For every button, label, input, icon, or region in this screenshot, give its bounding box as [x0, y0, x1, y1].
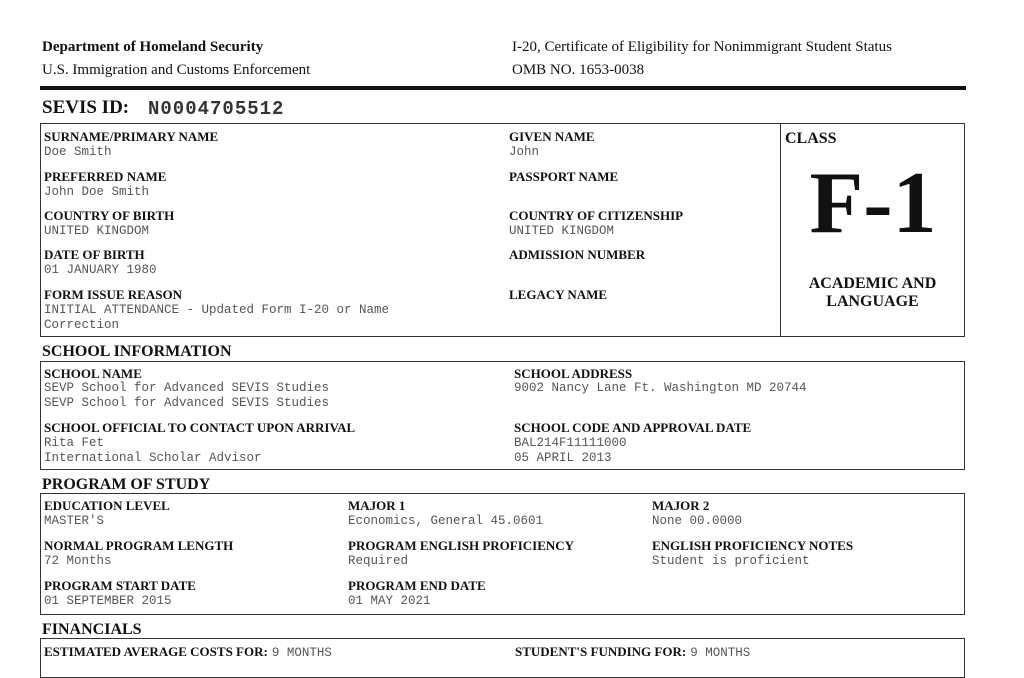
date-of-birth-value: 01 JANUARY 1980	[44, 263, 157, 277]
english-proficiency-label: PROGRAM ENGLISH PROFICIENCY	[348, 538, 575, 553]
program-heading: PROGRAM OF STUDY	[42, 476, 211, 493]
country-of-birth-label: COUNTRY OF BIRTH	[44, 208, 175, 223]
legacy-name-label: LEGACY NAME	[509, 287, 608, 302]
header-rule	[40, 86, 966, 90]
school-approval-date: 05 APRIL 2013	[514, 451, 612, 465]
surname-label: SURNAME/PRIMARY NAME	[44, 129, 219, 144]
form-issue-reason-line2: Correction	[44, 318, 120, 332]
school-code-label: SCHOOL CODE AND APPROVAL DATE	[514, 420, 752, 435]
school-code-value: BAL214F11111000	[514, 436, 627, 450]
preferred-name-label: PREFERRED NAME	[44, 169, 167, 184]
sevis-id-value: N0004705512	[148, 98, 285, 120]
surname-value: Doe Smith	[44, 145, 112, 159]
estimated-costs-months: 9 MONTHS	[271, 646, 332, 660]
department-title: Department of Homeland Security	[42, 39, 264, 55]
school-name-label: SCHOOL NAME	[44, 366, 142, 381]
major2-label: MAJOR 2	[652, 498, 710, 513]
english-proficiency-value: Required	[348, 554, 409, 568]
form-title: I-20, Certificate of Eligibility for Nonimmigrant Student Status	[512, 39, 892, 55]
estimated-costs-row	[44, 643, 332, 661]
program-end-value: 01 MAY 2021	[348, 594, 431, 608]
school-official-name: Rita Fet	[44, 436, 105, 450]
school-official-label: SCHOOL OFFICIAL TO CONTACT UPON ARRIVAL	[44, 420, 356, 435]
major2-value: None 00.0000	[652, 514, 743, 528]
english-notes-value: Student is proficient	[652, 554, 810, 568]
school-name-line2: SEVP School for Advanced SEVIS Studies	[44, 396, 330, 410]
country-of-birth-value: UNITED KINGDOM	[44, 224, 150, 238]
program-length-label: NORMAL PROGRAM LENGTH	[44, 538, 234, 553]
class-label: CLASS	[785, 130, 837, 147]
class-value: F-1	[809, 155, 937, 252]
english-notes-label: ENGLISH PROFICIENCY NOTES	[652, 538, 854, 553]
passport-name-label: PASSPORT NAME	[509, 169, 619, 184]
school-info-heading: SCHOOL INFORMATION	[42, 343, 232, 360]
program-box	[40, 493, 965, 615]
class-description: ACADEMIC AND LANGUAGE	[808, 275, 937, 310]
program-start-value: 01 SEPTEMBER 2015	[44, 594, 172, 608]
education-level-value: MASTER'S	[44, 514, 105, 528]
school-official-title: International Scholar Advisor	[44, 451, 262, 465]
estimated-costs-label: ESTIMATED AVERAGE COSTS FOR:	[44, 644, 268, 659]
given-name-label: GIVEN NAME	[509, 129, 595, 144]
education-level-label: EDUCATION LEVEL	[44, 498, 170, 513]
country-of-citizenship-value: UNITED KINGDOM	[509, 224, 615, 238]
omb-number: OMB NO. 1653-0038	[512, 62, 645, 78]
country-of-citizenship-label: COUNTRY OF CITIZENSHIP	[509, 208, 684, 223]
program-start-label: PROGRAM START DATE	[44, 578, 196, 593]
agency-title: U.S. Immigration and Customs Enforcement	[42, 62, 311, 78]
sevis-id-label: SEVIS ID:	[42, 97, 130, 118]
student-funding-row	[515, 643, 750, 661]
major1-label: MAJOR 1	[348, 498, 406, 513]
school-address-label: SCHOOL ADDRESS	[514, 366, 633, 381]
school-address-value: 9002 Nancy Lane Ft. Washington MD 20744	[514, 381, 807, 395]
major1-value: Economics, General 45.0601	[348, 514, 544, 528]
school-name-line1: SEVP School for Advanced SEVIS Studies	[44, 381, 330, 395]
preferred-name-value: John Doe Smith	[44, 185, 150, 199]
admission-number-label: ADMISSION NUMBER	[509, 247, 646, 262]
student-funding-months: 9 MONTHS	[690, 646, 751, 660]
financials-heading: FINANCIALS	[42, 621, 142, 638]
student-funding-label: STUDENT'S FUNDING FOR:	[515, 644, 687, 659]
given-name-value: John	[509, 145, 540, 159]
program-length-value: 72 Months	[44, 554, 112, 568]
program-end-label: PROGRAM END DATE	[348, 578, 486, 593]
form-issue-reason-line1: INITIAL ATTENDANCE - Updated Form I-20 or Name	[44, 303, 390, 317]
form-issue-reason-label: FORM ISSUE REASON	[44, 287, 182, 302]
date-of-birth-label: DATE OF BIRTH	[44, 247, 145, 262]
